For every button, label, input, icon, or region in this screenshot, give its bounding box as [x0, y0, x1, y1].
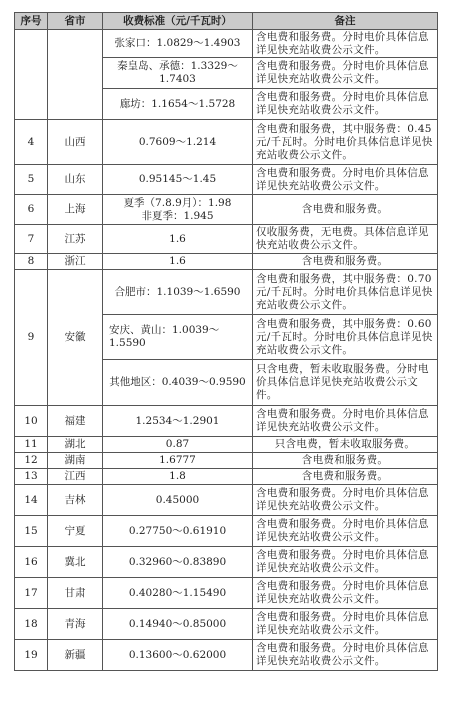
note-cell: 含电费和服务费，其中服务费：0.60元/千瓦时。分时电价具体信息详见快充站收费公示文件。	[253, 315, 438, 360]
seq-cell: 18	[15, 609, 48, 640]
note-cell: 含电费和服务费。	[253, 195, 438, 225]
note-cell: 含电费和服务费。分时电价具体信息详见快充站收费公示文件。	[253, 165, 438, 195]
fee-cell: 0.7609～1.214	[103, 120, 253, 165]
note-cell: 含电费和服务费。分时电价具体信息详见快充站收费公示文件。	[253, 516, 438, 547]
fee-cell: 0.87	[103, 437, 253, 453]
seq-cell: 14	[15, 485, 48, 516]
fee-cell: 0.32960～0.83890	[103, 547, 253, 578]
province-cell: 山西	[48, 120, 103, 165]
province-cell: 吉林	[48, 485, 103, 516]
province-cell: 新疆	[48, 640, 103, 671]
fee-cell: 夏季（7.8.9月）：1.98 非夏季：1.945	[103, 195, 253, 225]
header-note: 备注	[253, 13, 438, 30]
seq-cell: 15	[15, 516, 48, 547]
province-cell: 冀北	[48, 547, 103, 578]
note-cell: 含电费和服务费。分时电价具体信息详见快充站收费公示文件。	[253, 30, 438, 58]
seq-cell: 16	[15, 547, 48, 578]
note-cell: 含电费和服务费。分时电价具体信息详见快充站收费公示文件。	[253, 58, 438, 89]
fee-cell: 1.6777	[103, 453, 253, 469]
province-cell: 浙江	[48, 254, 103, 270]
table-row	[15, 254, 438, 270]
seq-cell: 6	[15, 195, 48, 225]
table-header-row	[15, 13, 438, 30]
seq-cell: 17	[15, 578, 48, 609]
fee-cell: 1.8	[103, 469, 253, 485]
seq-cell: 5	[15, 165, 48, 195]
note-cell: 含电费和服务费。分时电价具体信息详见快充站收费公示文件。	[253, 485, 438, 516]
province-cell: 宁夏	[48, 516, 103, 547]
header-seq: 序号	[15, 13, 48, 30]
note-cell: 含电费和服务费。分时电价具体信息详见快充站收费公示文件。	[253, 406, 438, 437]
note-cell: 含电费和服务费。分时电价具体信息详见快充站收费公示文件。	[253, 640, 438, 671]
table-row	[15, 406, 438, 437]
table-row	[15, 270, 438, 315]
seq-cell	[15, 30, 48, 120]
fee-cell: 安庆、黄山：1.0039～ 1.5590	[103, 315, 253, 360]
fee-cell: 1.6	[103, 254, 253, 270]
fee-cell: 1.2534～1.2901	[103, 406, 253, 437]
seq-cell: 7	[15, 225, 48, 254]
province-cell: 福建	[48, 406, 103, 437]
note-cell: 含电费和服务费。	[253, 453, 438, 469]
fee-cell: 张家口：1.0829～1.4903	[103, 30, 253, 58]
table-row	[15, 437, 438, 453]
table-row	[15, 30, 438, 58]
note-cell: 仅收服务费，无电费。具体信息详见快充站收费公示文件。	[253, 225, 438, 254]
note-cell: 含电费和服务费。	[253, 469, 438, 485]
table-row	[15, 165, 438, 195]
note-cell: 含电费和服务费，其中服务费：0.70元/千瓦时。分时电价具体信息详见快充站收费公示文件。	[253, 270, 438, 315]
seq-cell: 13	[15, 469, 48, 485]
fee-cell: 其他地区：0.4039～0.9590	[103, 360, 253, 406]
seq-cell: 4	[15, 120, 48, 165]
table-row	[15, 609, 438, 640]
province-cell: 江西	[48, 469, 103, 485]
fee-cell: 0.27750～0.61910	[103, 516, 253, 547]
table-row	[15, 485, 438, 516]
fee-table	[14, 12, 438, 671]
table-row	[15, 469, 438, 485]
seq-cell: 10	[15, 406, 48, 437]
fee-cell: 廊坊：1.1654～1.5728	[103, 89, 253, 120]
seq-cell: 11	[15, 437, 48, 453]
header-province: 省市	[48, 13, 103, 30]
province-cell: 上海	[48, 195, 103, 225]
seq-cell: 8	[15, 254, 48, 270]
note-cell: 含电费和服务费。分时电价具体信息详见快充站收费公示文件。	[253, 578, 438, 609]
fee-cell: 0.14940～0.85000	[103, 609, 253, 640]
table-row	[15, 120, 438, 165]
table-row	[15, 547, 438, 578]
province-cell	[48, 30, 103, 120]
fee-cell: 0.95145～1.45	[103, 165, 253, 195]
province-cell: 甘肃	[48, 578, 103, 609]
table-row	[15, 516, 438, 547]
fee-cell: 合肥市：1.1039～1.6590	[103, 270, 253, 315]
note-cell: 含电费和服务费，其中服务费：0.45元/千瓦时。分时电价具体信息详见快充站收费公示文件。	[253, 120, 438, 165]
seq-cell: 19	[15, 640, 48, 671]
province-cell: 青海	[48, 609, 103, 640]
fee-cell: 0.40280～1.15490	[103, 578, 253, 609]
province-cell: 湖南	[48, 453, 103, 469]
province-cell: 山东	[48, 165, 103, 195]
province-cell: 江苏	[48, 225, 103, 254]
header-fee: 收费标准（元/千瓦时）	[103, 13, 253, 30]
fee-cell: 秦皇岛、承德：1.3329～ 1.7403	[103, 58, 253, 89]
note-cell: 含电费和服务费。分时电价具体信息详见快充站收费公示文件。	[253, 547, 438, 578]
table-row	[15, 195, 438, 225]
table-row	[15, 578, 438, 609]
seq-cell: 12	[15, 453, 48, 469]
note-cell: 含电费和服务费。分时电价具体信息详见快充站收费公示文件。	[253, 89, 438, 120]
fee-cell: 0.45000	[103, 485, 253, 516]
table-row	[15, 225, 438, 254]
note-cell: 含电费和服务费。	[253, 254, 438, 270]
note-cell: 只含电费，暂未收取服务费。	[253, 437, 438, 453]
province-cell: 湖北	[48, 437, 103, 453]
table-row	[15, 453, 438, 469]
note-cell: 含电费和服务费。分时电价具体信息详见快充站收费公示文件。	[253, 609, 438, 640]
fee-cell: 1.6	[103, 225, 253, 254]
seq-cell: 9	[15, 270, 48, 406]
table-row	[15, 640, 438, 671]
note-cell: 只含电费，暂未收取服务费。分时电价具体信息详见快充站收费公示文件。	[253, 360, 438, 406]
fee-cell: 0.13600～0.62000	[103, 640, 253, 671]
province-cell: 安徽	[48, 270, 103, 406]
